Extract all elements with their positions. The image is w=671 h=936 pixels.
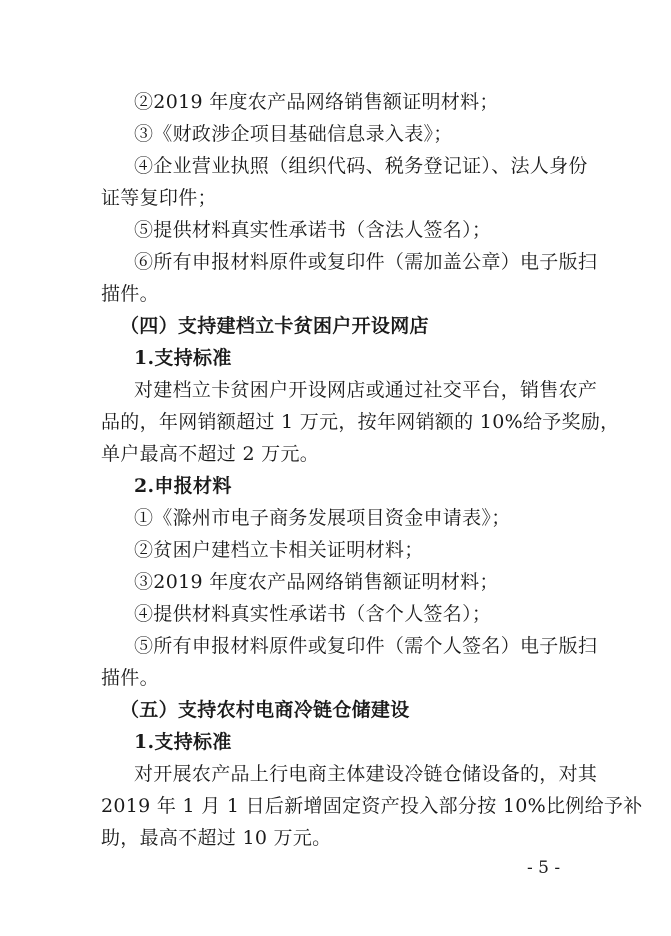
paragraph-line: 对开展农产品上行电商主体建设冷链仓储设备的，对其 (134, 763, 598, 785)
material-item-5: ⑤提供材料真实性承诺书（含法人签名）； (134, 219, 492, 241)
material-item-3: ③《财政涉企项目基础信息录入表》； (134, 123, 453, 145)
section-heading-5: （五）支持农村电商冷链仓储建设 (120, 699, 410, 721)
section-heading-4: （四）支持建档立卡贫困户开设网店 (120, 315, 429, 337)
paragraph-line: 2019 年 1 月 1 日后新增固定资产投入部分按 10%比例给予补 (101, 795, 643, 817)
subheading-support-standard: 1.支持标准 (134, 731, 232, 753)
material-item-6-continuation: 描件。 (101, 283, 159, 305)
material-item-1: ①《滁州市电子商务发展项目资金申请表》； (134, 507, 511, 529)
material-item-5-continuation: 描件。 (101, 667, 159, 689)
subheading-application-materials: 2.申报材料 (134, 475, 232, 497)
paragraph-line: 品的，年网销额超过 1 万元，按年网销额的 10%给予奖励， (101, 411, 620, 433)
subheading-support-standard: 1.支持标准 (134, 347, 232, 369)
material-item-4: ④提供材料真实性承诺书（含个人签名）； (134, 603, 492, 625)
material-item-2: ②2019 年度农产品网络销售额证明材料； (134, 91, 499, 113)
material-item-4-continuation: 证等复印件； (101, 187, 217, 209)
material-item-5: ⑤所有申报材料原件或复印件（需个人签名）电子版扫 (134, 635, 598, 657)
paragraph-line: 对建档立卡贫困户开设网店或通过社交平台，销售农产 (134, 379, 598, 401)
paragraph-line: 单户最高不超过 2 万元。 (101, 443, 320, 465)
material-item-6: ⑥所有申报材料原件或复印件（需加盖公章）电子版扫 (134, 251, 598, 273)
material-item-3: ③2019 年度农产品网络销售额证明材料； (134, 571, 499, 593)
material-item-4: ④企业营业执照（组织代码、税务登记证）、法人身份 (134, 155, 588, 177)
material-item-2: ②贫困户建档立卡相关证明材料； (134, 539, 424, 561)
paragraph-line: 助，最高不超过 10 万元。 (101, 827, 332, 849)
page-number: - 5 - (527, 858, 561, 878)
